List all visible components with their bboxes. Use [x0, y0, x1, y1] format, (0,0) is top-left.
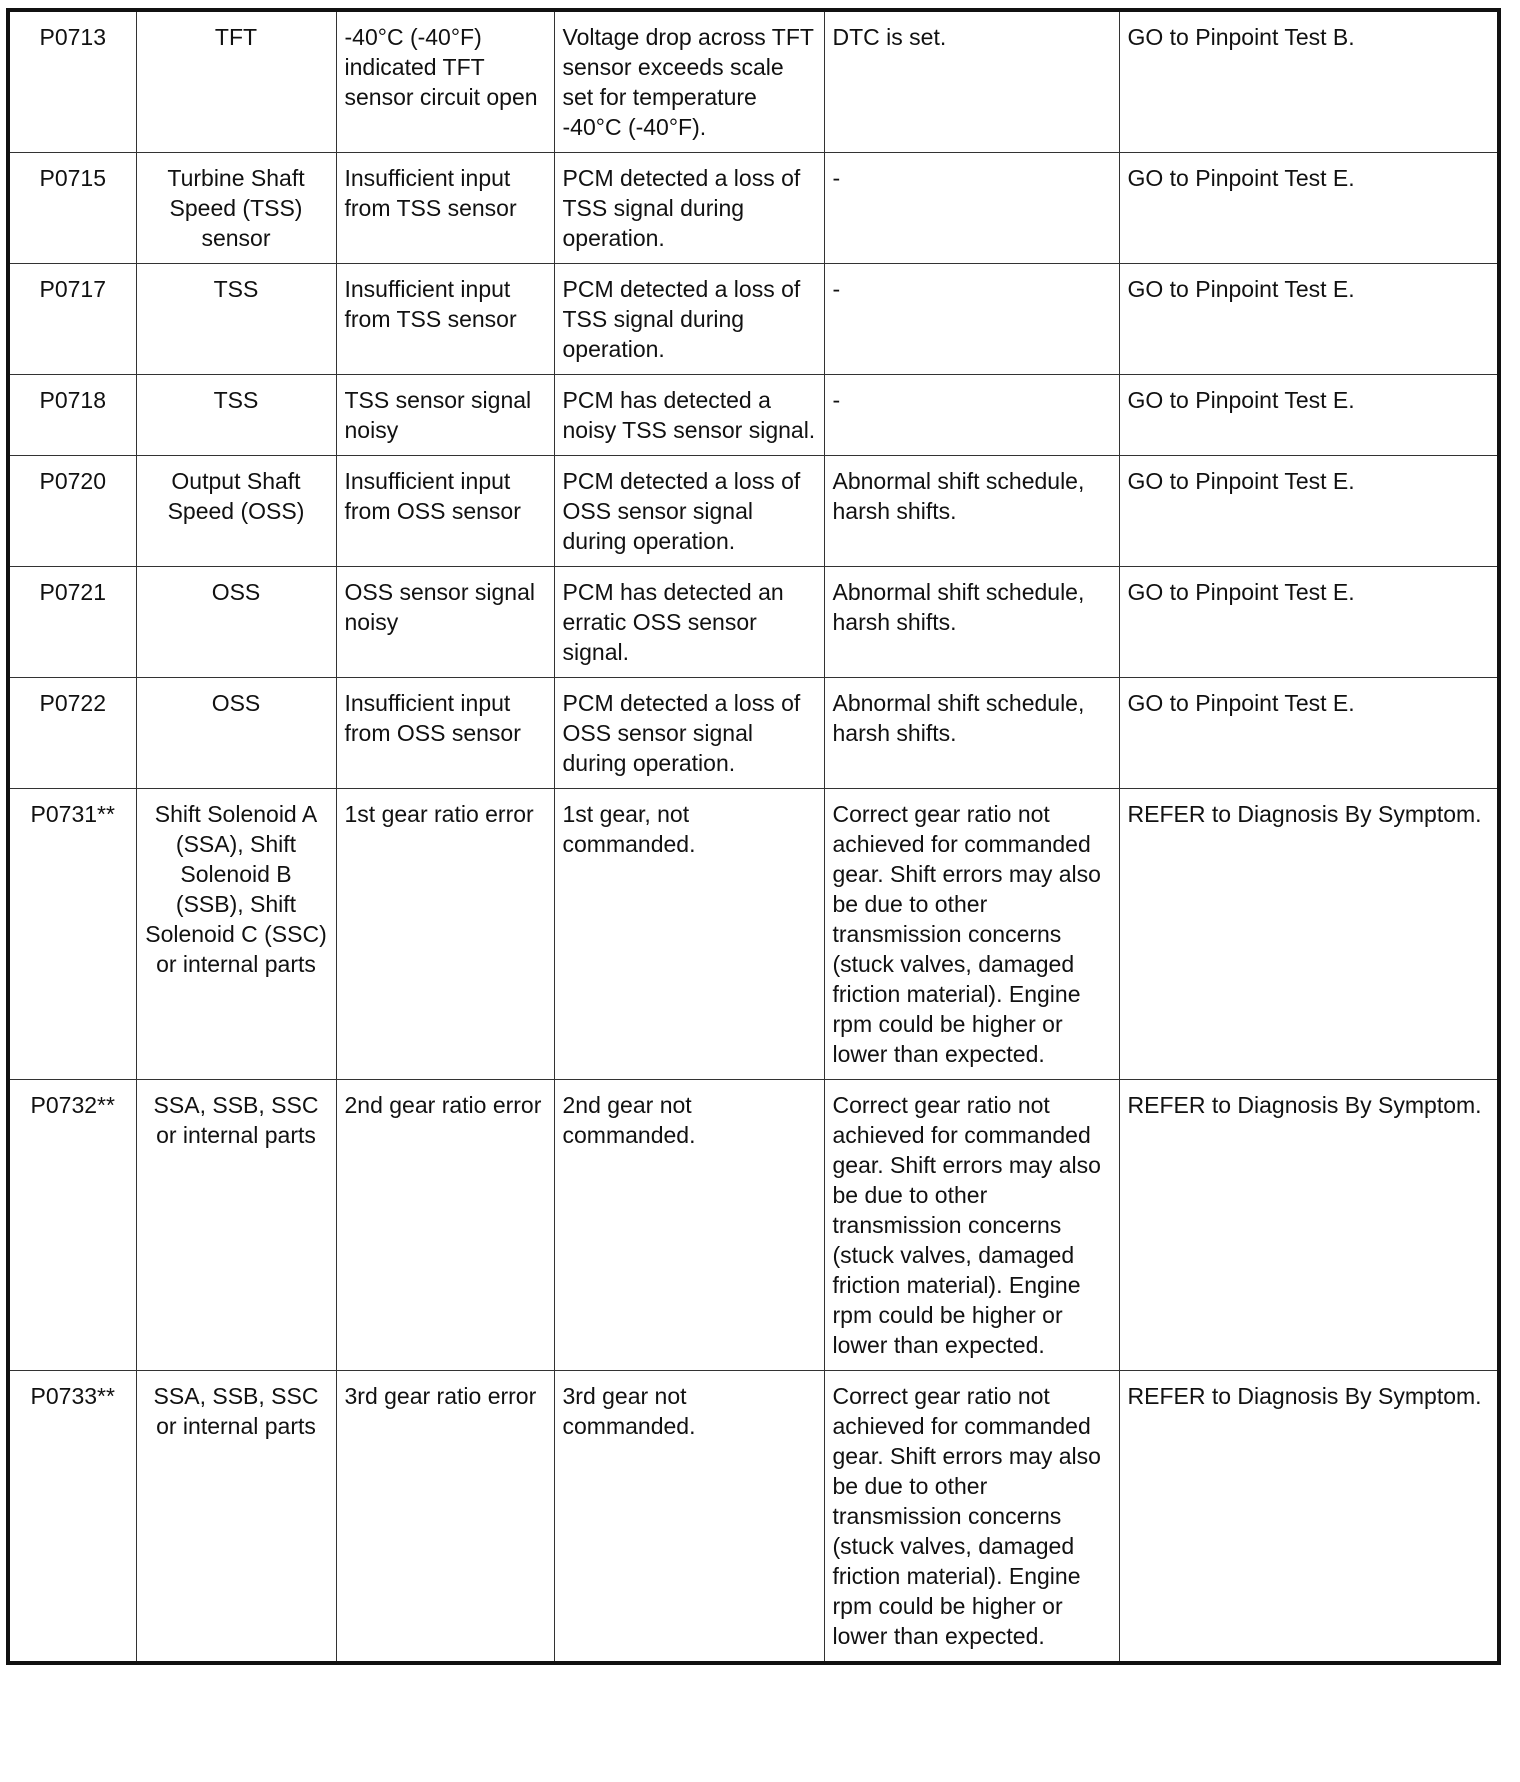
description-cell: Insufficient input from TSS sensor	[336, 153, 554, 264]
action-cell: REFER to Diagnosis By Symptom.	[1119, 789, 1499, 1080]
action-cell: GO to Pinpoint Test E.	[1119, 567, 1499, 678]
table-row	[8, 153, 1499, 264]
component-cell: SSA, SSB, SSC or internal parts	[136, 1080, 336, 1371]
table-row	[8, 456, 1499, 567]
description-cell: Insufficient input from OSS sensor	[336, 456, 554, 567]
action-cell: REFER to Diagnosis By Symptom.	[1119, 1080, 1499, 1371]
action-cell: GO to Pinpoint Test E.	[1119, 264, 1499, 375]
condition-cell: PCM detected a loss of TSS signal during operation.	[554, 264, 824, 375]
component-cell: OSS	[136, 567, 336, 678]
component-cell: Shift Solenoid A (SSA), Shift Solenoid B (SSB), Shift Solenoid C (SSC) or internal parts	[136, 789, 336, 1080]
dtc-table	[6, 8, 1501, 1665]
component-cell: TFT	[136, 10, 336, 153]
symptom-cell: Correct gear ratio not achieved for commanded gear. Shift errors may also be due to other transmission concerns (stuck valves, damaged friction material). Engine rpm could be higher or lower than expected.	[824, 1371, 1119, 1664]
description-cell: TSS sensor signal noisy	[336, 375, 554, 456]
symptom-cell: Correct gear ratio not achieved for commanded gear. Shift errors may also be due to other transmission concerns (stuck valves, damaged friction material). Engine rpm could be higher or lower than expected.	[824, 1080, 1119, 1371]
table-row	[8, 1371, 1499, 1664]
condition-cell: Voltage drop across TFT sensor exceeds scale set for temperature -40°C (-40°F).	[554, 10, 824, 153]
component-cell: Output Shaft Speed (OSS)	[136, 456, 336, 567]
action-cell: GO to Pinpoint Test B.	[1119, 10, 1499, 153]
table-row	[8, 264, 1499, 375]
table-row	[8, 375, 1499, 456]
description-cell: Insufficient input from OSS sensor	[336, 678, 554, 789]
table-row	[8, 10, 1499, 153]
action-cell: GO to Pinpoint Test E.	[1119, 456, 1499, 567]
condition-cell: PCM detected a loss of OSS sensor signal during operation.	[554, 678, 824, 789]
component-cell: TSS	[136, 375, 336, 456]
component-cell: TSS	[136, 264, 336, 375]
condition-cell: 3rd gear not commanded.	[554, 1371, 824, 1664]
condition-cell: PCM detected a loss of TSS signal during operation.	[554, 153, 824, 264]
description-cell: OSS sensor signal noisy	[336, 567, 554, 678]
dtc-code-cell: P0715	[8, 153, 136, 264]
description-cell: 3rd gear ratio error	[336, 1371, 554, 1664]
symptom-cell: Abnormal shift schedule, harsh shifts.	[824, 567, 1119, 678]
description-cell: -40°C (-40°F) indicated TFT sensor circuit open	[336, 10, 554, 153]
table-row	[8, 678, 1499, 789]
action-cell: GO to Pinpoint Test E.	[1119, 153, 1499, 264]
symptom-cell: Abnormal shift schedule, harsh shifts.	[824, 456, 1119, 567]
dtc-code-cell: P0731**	[8, 789, 136, 1080]
dtc-code-cell: P0732**	[8, 1080, 136, 1371]
description-cell: 1st gear ratio error	[336, 789, 554, 1080]
symptom-cell: DTC is set.	[824, 10, 1119, 153]
table-row	[8, 567, 1499, 678]
component-cell: OSS	[136, 678, 336, 789]
dtc-code-cell: P0717	[8, 264, 136, 375]
description-cell: Insufficient input from TSS sensor	[336, 264, 554, 375]
action-cell: GO to Pinpoint Test E.	[1119, 678, 1499, 789]
dtc-code-cell: P0720	[8, 456, 136, 567]
table-row	[8, 1080, 1499, 1371]
table-row	[8, 789, 1499, 1080]
condition-cell: 1st gear, not commanded.	[554, 789, 824, 1080]
symptom-cell: -	[824, 153, 1119, 264]
symptom-cell: Correct gear ratio not achieved for commanded gear. Shift errors may also be due to other transmission concerns (stuck valves, damaged friction material). Engine rpm could be higher or lower than expected.	[824, 789, 1119, 1080]
dtc-code-cell: P0718	[8, 375, 136, 456]
dtc-code-cell: P0721	[8, 567, 136, 678]
condition-cell: PCM detected a loss of OSS sensor signal during operation.	[554, 456, 824, 567]
condition-cell: 2nd gear not commanded.	[554, 1080, 824, 1371]
condition-cell: PCM has detected an erratic OSS sensor signal.	[554, 567, 824, 678]
component-cell: SSA, SSB, SSC or internal parts	[136, 1371, 336, 1664]
symptom-cell: -	[824, 264, 1119, 375]
action-cell: REFER to Diagnosis By Symptom.	[1119, 1371, 1499, 1664]
description-cell: 2nd gear ratio error	[336, 1080, 554, 1371]
dtc-code-cell: P0722	[8, 678, 136, 789]
symptom-cell: -	[824, 375, 1119, 456]
condition-cell: PCM has detected a noisy TSS sensor signal.	[554, 375, 824, 456]
symptom-cell: Abnormal shift schedule, harsh shifts.	[824, 678, 1119, 789]
component-cell: Turbine Shaft Speed (TSS) sensor	[136, 153, 336, 264]
dtc-code-cell: P0713	[8, 10, 136, 153]
dtc-code-cell: P0733**	[8, 1371, 136, 1664]
action-cell: GO to Pinpoint Test E.	[1119, 375, 1499, 456]
